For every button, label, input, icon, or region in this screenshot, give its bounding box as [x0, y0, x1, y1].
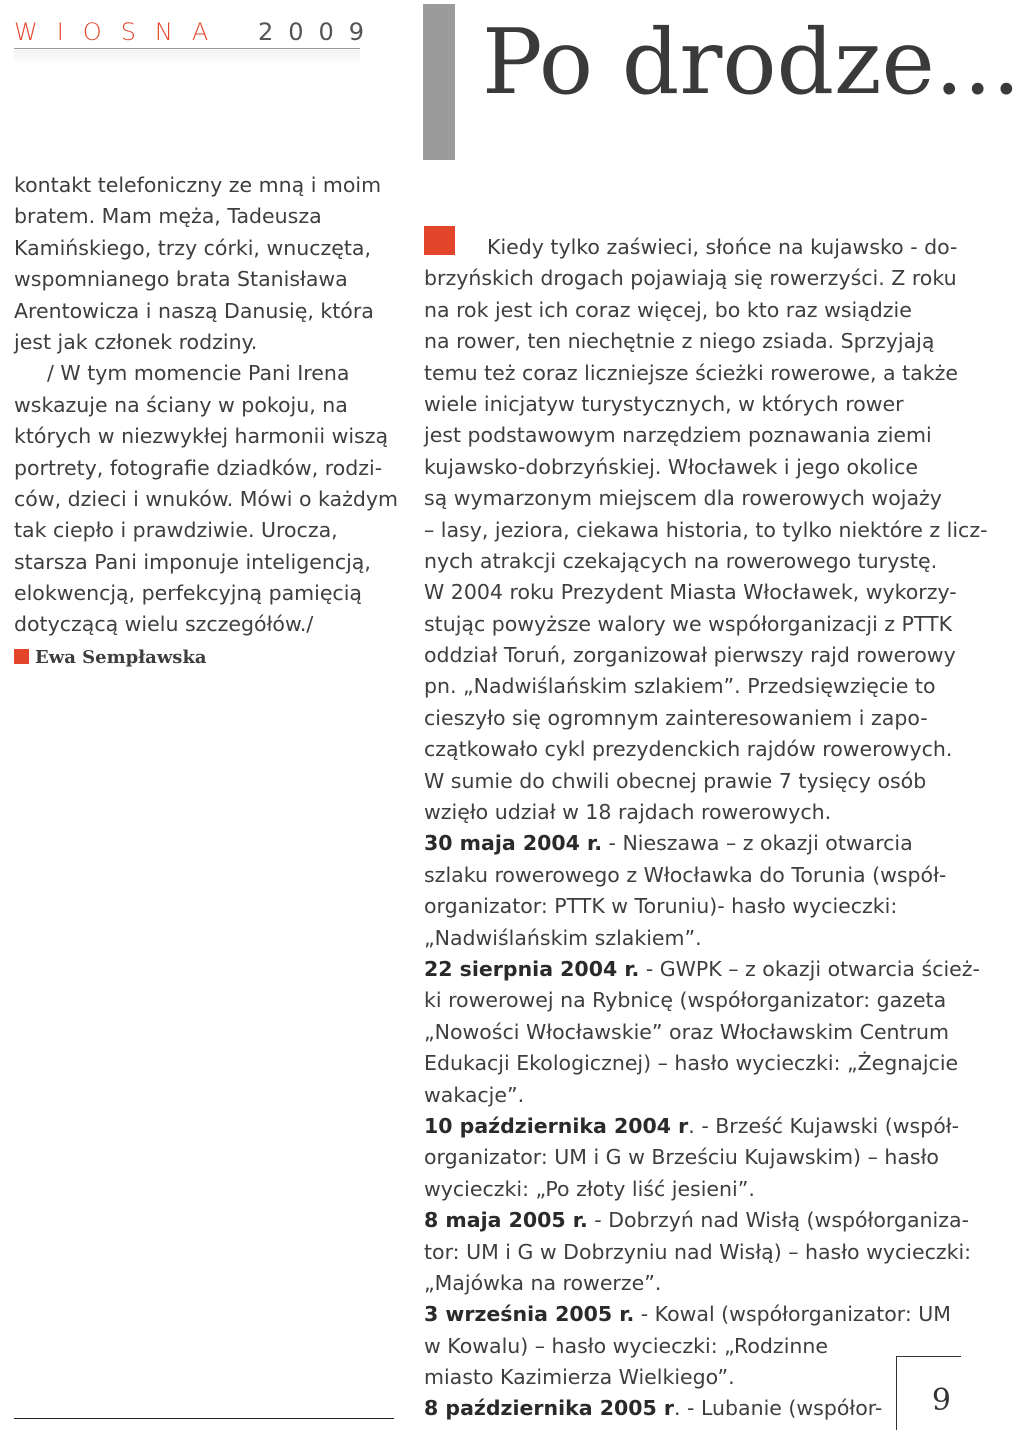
left-paragraph — [14, 170, 406, 358]
event-description: . - Lubanie (współor- — [674, 1396, 883, 1421]
page-number-box — [896, 1356, 961, 1430]
text-line: „Majówka na rowerze”. — [424, 1270, 662, 1295]
text-line: stując powyższe walory we współorganizacji z PTTK — [424, 611, 953, 636]
text-line: oddział Toruń, zorganizował pierwszy rajd rowerowy — [424, 643, 956, 668]
text-line: jest jak członek rodziny. — [14, 329, 258, 354]
text-line: W 2004 roku Prezydent Miasta Włocławek, wykorzy- — [424, 580, 957, 605]
text-line: W sumie do chwili obecnej prawie 7 tysięcy osób — [424, 768, 927, 793]
text-line: na rok jest ich coraz więcej, bo kto raz wsiądzie — [424, 297, 912, 322]
page-number: 9 — [931, 1383, 951, 1418]
event-description: - Kowal (współorganizator: UM — [634, 1302, 951, 1327]
masthead-shadow — [14, 50, 360, 64]
right-column — [424, 232, 988, 1425]
text-line: jest podstawowym narzędziem poznawania ziemi — [424, 423, 932, 448]
text-line: szlaku rowerowego z Włocławka do Torunia (współ- — [424, 862, 947, 887]
text-line: Edukacji Ekologicznej) – hasło wycieczki: „Żegnajcie — [424, 1051, 959, 1076]
text-line: na rower, ten niechętnie z niego zsiada. Sprzyjają — [424, 329, 935, 354]
text-line: – lasy, jeziora, ciekawa historia, to tylko niektóre z licz- — [424, 517, 988, 542]
title-bar-decoration — [423, 4, 455, 160]
text-line: pn. „Nadwiślańskim szlakiem”. Przedsięwzięcie to — [424, 674, 936, 699]
text-line: kujawsko-dobrzyńskiej. Włocławek i jego okolice — [424, 454, 919, 479]
event-date: 10 października 2004 r — [424, 1113, 689, 1138]
text-line: wspomnianego brata Stanisława — [14, 267, 348, 292]
event-item — [424, 828, 958, 859]
event-description: . - Brześć Kujawski (współ- — [688, 1113, 959, 1138]
text-line: starsza Pani imponuje inteligencją, — [14, 549, 371, 574]
masthead-year: 2009 — [258, 18, 380, 46]
text-line: których w niezwykłej harmonii wiszą — [14, 424, 389, 449]
text-line: „Nowości Włocławskie” oraz Włocławskim Centrum — [424, 1019, 949, 1044]
text-line: Arentowicza i naszą Danusię, która — [14, 298, 374, 323]
author-name: Ewa Sempławska — [35, 646, 207, 668]
event-description: - GWPK – z okazji otwarcia ścież- — [639, 956, 980, 981]
bullet-square-icon — [14, 649, 29, 664]
event-item — [424, 954, 980, 985]
text-line: cieszyło się ogromnym zainteresowaniem i zapo- — [424, 705, 928, 730]
masthead-season: WIOSNA — [14, 18, 228, 46]
event-date: 8 października 2005 r — [424, 1396, 675, 1421]
event-description: - Nieszawa – z okazji otwarcia — [602, 831, 913, 856]
text-line: w Kowalu) – hasło wycieczki: „Rodzinne — [424, 1333, 828, 1358]
event-date: 30 maja 2004 r. — [424, 831, 603, 856]
page-title: Po drodze... — [482, 10, 1021, 115]
text-line: wskazuje na ściany w pokoju, na — [14, 392, 348, 417]
left-quote-paragraph — [14, 358, 406, 641]
event-item — [424, 1393, 958, 1424]
text-line: nych atrakcji czekających na rowerowego turystę. — [424, 548, 938, 573]
text-line: temu też coraz liczniejsze ścieżki rowerowe, a także — [424, 360, 958, 385]
text-line: „Nadwiślańskim szlakiem”. — [424, 925, 702, 950]
text-line: wzięło udział w 18 rajdach rowerowych. — [424, 800, 832, 825]
text-line: portrety, fotografie dziadków, rodzi- — [14, 455, 383, 480]
text-line: wycieczki: „Po złoty liść jesieni”. — [424, 1176, 755, 1201]
text-line: organizator: PTTK w Toruniu)- hasło wycieczki: — [424, 894, 898, 919]
text-line: dotyczącą wielu szczegółów./ — [14, 612, 314, 637]
footer-rule — [14, 1418, 394, 1419]
text-line: czątkowało cykl prezydenckich rajdów rowerowych. — [424, 737, 953, 762]
events-list — [424, 828, 980, 1424]
event-item — [424, 1205, 969, 1236]
event-date: 22 sierpnia 2004 r. — [424, 956, 640, 981]
text-line: bratem. Mam męża, Tadeusza — [14, 204, 322, 229]
intro-paragraph — [424, 263, 988, 828]
text-line: tor: UM i G w Dobrzyniu nad Wisłą) – hasło wycieczki: — [424, 1239, 972, 1264]
event-item — [424, 1299, 958, 1330]
text-line: organizator: UM i G w Brześciu Kujawskim) – hasło — [424, 1145, 939, 1170]
text-line: elokwencją, perfekcyjną pamięcią — [14, 581, 362, 606]
text-line: tak ciepło i prawdziwie. Urocza, — [14, 518, 338, 543]
text-line: Kamińskiego, trzy córki, wnuczęta, — [14, 235, 371, 260]
event-date: 8 maja 2005 r. — [424, 1208, 588, 1233]
text-line: ki rowerowej na Rybnicę (współorganizator: gazeta — [424, 988, 947, 1013]
author-line — [14, 641, 406, 672]
text-line: wakacje”. — [424, 1082, 525, 1107]
intro-first-line: Kiedy tylko zaświeci, słońce na kujawsko - do- — [487, 235, 958, 259]
text-line: miasto Kazimierza Wielkiego”. — [424, 1365, 735, 1390]
text-line: kontakt telefoniczny ze mną i moim — [14, 173, 382, 197]
event-description: - Dobrzyń nad Wisłą (współorganiza- — [587, 1208, 969, 1233]
left-column — [14, 170, 406, 672]
text-line: są wymarzonym miejscem dla rowerowych wojaży — [424, 486, 942, 511]
text-line: ców, dzieci i wnuków. Mówi o każdym — [14, 486, 398, 511]
text-line: wiele inicjatyw turystycznych, w których rower — [424, 391, 904, 416]
text-line: brzyńskich drogach pojawiają się rowerzyści. Z roku — [424, 266, 957, 291]
event-date: 3 września 2005 r. — [424, 1302, 635, 1327]
text-line: / W tym momencie Pani Irena — [47, 361, 350, 386]
event-item — [424, 1111, 958, 1142]
masthead — [14, 8, 380, 49]
